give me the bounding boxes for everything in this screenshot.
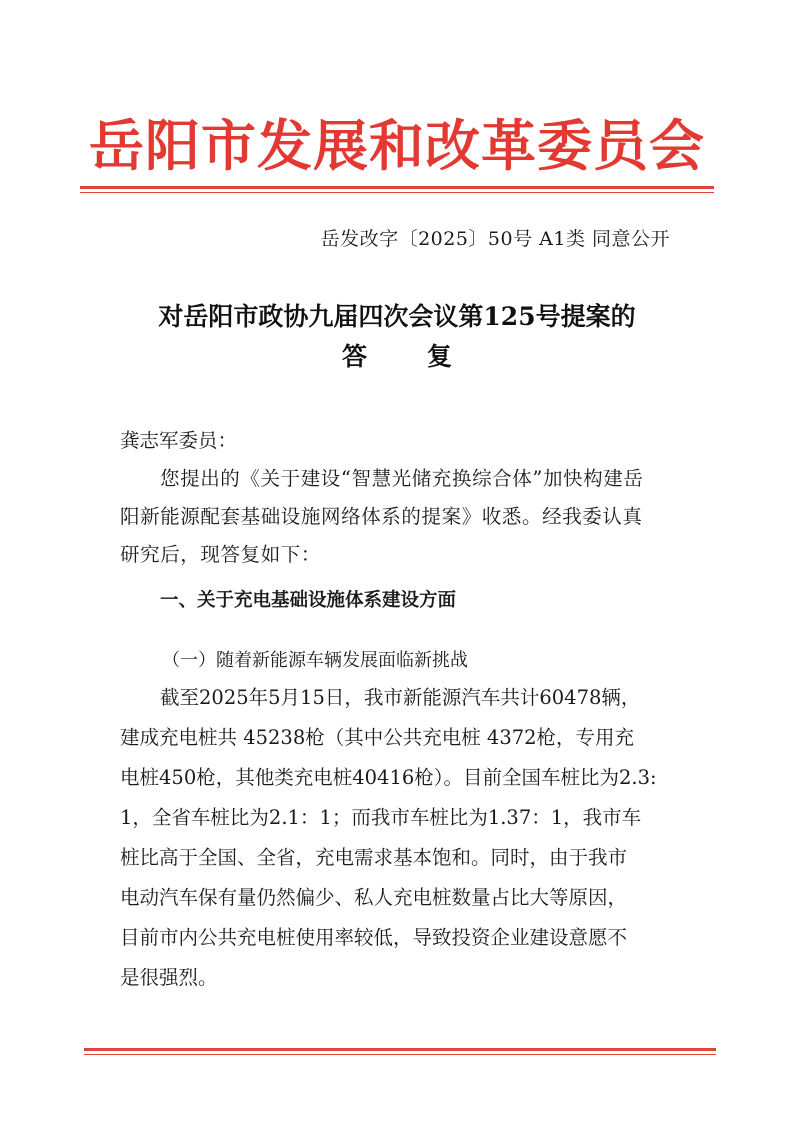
body-line: 电动汽车保有量仍然偏少、私人充电桩数量占比大等原因，	[120, 886, 628, 909]
header-rule-thick	[80, 186, 714, 189]
document-title-line-1: 对岳阳市政协九届四次会议第125号提案的	[158, 302, 636, 331]
body-line: 桩比高于全国、全省，充电需求基本饱和。同时，由于我市	[120, 846, 628, 869]
intro-line: 您提出的《关于建设“智慧光储充换综合体”加快构建岳	[160, 467, 644, 490]
intro-line: 阳新能源配套基础设施网络体系的提案》收悉。经我委认真	[120, 505, 643, 528]
body-line: 是很强烈。	[120, 966, 218, 989]
body-line: 截至2025年5月15日，我市新能源汽车共计60478辆，	[160, 686, 641, 709]
body-line: 1，全省车桩比为2.1：1；而我市车桩比为1.37：1，我市车	[120, 806, 642, 829]
masthead-title: 岳阳市发展和改革委员会	[88, 113, 705, 178]
body-paragraph	[120, 678, 685, 998]
section-heading: 一、关于充电基础设施体系建设方面	[160, 590, 457, 611]
footer-rule-thick	[84, 1048, 716, 1051]
header-rule-thin	[80, 192, 714, 193]
document-number: 岳发改字〔2025〕50号 A1类 同意公开	[320, 228, 670, 250]
intro-paragraph	[120, 460, 680, 574]
body-line: 目前市内公共充电桩使用率较低，导致投资企业建设意愿不	[120, 926, 628, 949]
salutation: 龚志军委员：	[120, 429, 238, 452]
footer-rule-thin	[84, 1054, 716, 1055]
document-title-line-2: 答复	[341, 342, 512, 371]
body-line: 建成充电桩共 45238枪（其中公共充电桩 4372枪，专用充	[120, 726, 635, 749]
subsection-heading: （一）随着新能源车辆发展面临新挑战	[162, 650, 468, 671]
intro-line: 研究后，现答复如下：	[120, 543, 322, 566]
body-line: 电桩450枪，其他类充电桩40416枪）。目前全国车桩比为2.3:	[120, 766, 657, 789]
